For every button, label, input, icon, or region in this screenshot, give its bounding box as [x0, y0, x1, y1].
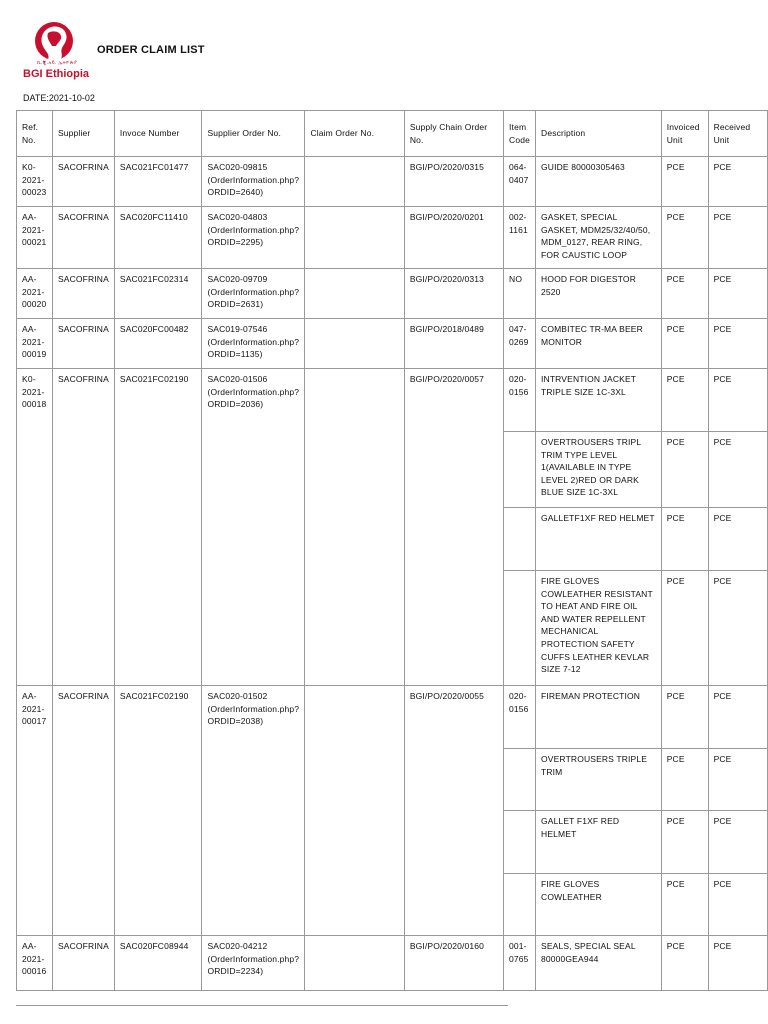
order-claim-table [16, 110, 768, 991]
invoice-number-cell: SAC021FC02314 [114, 269, 202, 319]
received-unit-cell: PCE [708, 686, 767, 749]
item-code-cell [504, 874, 536, 936]
column-header: Supplier Order No. [202, 111, 305, 157]
page-title: ORDER CLAIM LIST [97, 44, 205, 56]
received-unit-cell: PCE [708, 432, 767, 508]
claim-order-cell [305, 269, 404, 319]
supplier-cell: SACOFRINA [52, 157, 114, 207]
invoiced-unit-cell: PCE [661, 207, 708, 269]
received-unit-cell: PCE [708, 936, 767, 991]
invoiced-unit-cell: PCE [661, 319, 708, 369]
description-cell: COMBITEC TR-MA BEER MONITOR [536, 319, 662, 369]
invoice-number-cell: SAC020FC00482 [114, 319, 202, 369]
invoiced-unit-cell: PCE [661, 749, 708, 811]
received-unit-cell: PCE [708, 571, 767, 686]
supplier-cell: SACOFRINA [52, 207, 114, 269]
received-unit-cell: PCE [708, 749, 767, 811]
invoiced-unit-cell: PCE [661, 157, 708, 207]
table-row [17, 369, 768, 432]
invoice-number-cell: SAC021FC02190 [114, 686, 202, 936]
item-code-cell: NO [504, 269, 536, 319]
claim-order-cell [305, 686, 404, 936]
description-cell: GALLETF1XF RED HELMET [536, 508, 662, 571]
item-code-cell: 020- 0156 [504, 686, 536, 749]
received-unit-cell: PCE [708, 811, 767, 874]
table-bottom-border [16, 1005, 508, 1006]
description-cell: GUIDE 80000305463 [536, 157, 662, 207]
column-header: Supplier [52, 111, 114, 157]
supply-chain-order-cell: BGI/PO/2020/0160 [404, 936, 503, 991]
invoiced-unit-cell: PCE [661, 508, 708, 571]
supplier-order-cell: SAC020-01502 (OrderInformation.php? ORDID=2038) [202, 686, 305, 936]
description-cell: OVERTROUSERS TRIPL TRIM TYPE LEVEL 1(AVAILABLE IN TYPE LEVEL 2)RED OR DARK BLUE SIZE 1C-3XL [536, 432, 662, 508]
description-cell: OVERTROUSERS TRIPLE TRIM [536, 749, 662, 811]
description-cell: HOOD FOR DIGESTOR 2520 [536, 269, 662, 319]
item-code-cell: 064- 0407 [504, 157, 536, 207]
ref-cell: AA- 2021- 00020 [17, 269, 53, 319]
table-row [17, 157, 768, 207]
description-cell: FIREMAN PROTECTION [536, 686, 662, 749]
table-row [17, 319, 768, 369]
ref-cell: K0- 2021- 00018 [17, 369, 53, 686]
received-unit-cell: PCE [708, 508, 767, 571]
invoice-number-cell: SAC021FC01477 [114, 157, 202, 207]
supplier-cell: SACOFRINA [52, 319, 114, 369]
column-header: Ref. No. [17, 111, 53, 157]
supplier-cell: SACOFRINA [52, 369, 114, 686]
ref-cell: AA- 2021- 00019 [17, 319, 53, 369]
description-cell: SEALS, SPECIAL SEAL 80000GEA944 [536, 936, 662, 991]
ref-cell: AA- 2021- 00021 [17, 207, 53, 269]
ref-cell: AA- 2021- 00016 [17, 936, 53, 991]
column-header: Description [536, 111, 662, 157]
table-row [17, 207, 768, 269]
received-unit-cell: PCE [708, 269, 767, 319]
claim-order-cell [305, 207, 404, 269]
description-cell: INTRVENTION JACKET TRIPLE SIZE 1C-3XL [536, 369, 662, 432]
supply-chain-order-cell: BGI/PO/2018/0489 [404, 319, 503, 369]
received-unit-cell: PCE [708, 157, 767, 207]
table-row [17, 686, 768, 749]
item-code-cell [504, 571, 536, 686]
column-header: Invoiced Unit [661, 111, 708, 157]
invoiced-unit-cell: PCE [661, 432, 708, 508]
invoiced-unit-cell: PCE [661, 811, 708, 874]
invoiced-unit-cell: PCE [661, 269, 708, 319]
company-logo [18, 20, 90, 86]
item-code-cell [504, 508, 536, 571]
table-header-row [17, 111, 768, 157]
table-row [17, 269, 768, 319]
item-code-cell: 020- 0156 [504, 369, 536, 432]
supplier-order-cell: SAC020-04212 (OrderInformation.php? ORDID=2234) [202, 936, 305, 991]
invoice-number-cell: SAC021FC02190 [114, 369, 202, 686]
column-header: Claim Order No. [305, 111, 404, 157]
received-unit-cell: PCE [708, 207, 767, 269]
invoice-number-cell: SAC020FC08944 [114, 936, 202, 991]
item-code-cell: 047- 0269 [504, 319, 536, 369]
supplier-order-cell: SAC020-09709 (OrderInformation.php? ORDID=2631) [202, 269, 305, 319]
supply-chain-order-cell: BGI/PO/2020/0313 [404, 269, 503, 319]
invoiced-unit-cell: PCE [661, 686, 708, 749]
column-header: Invoce Number [114, 111, 202, 157]
description-cell: GALLET F1XF RED HELMET [536, 811, 662, 874]
logo-emblem-icon [18, 20, 90, 64]
claim-order-cell [305, 936, 404, 991]
supply-chain-order-cell: BGI/PO/2020/0201 [404, 207, 503, 269]
supplier-cell: SACOFRINA [52, 686, 114, 936]
claim-order-cell [305, 157, 404, 207]
claim-order-cell [305, 319, 404, 369]
supplier-order-cell: SAC019-07546 (OrderInformation.php? ORDID=1135) [202, 319, 305, 369]
supplier-order-cell: SAC020-04803 (OrderInformation.php? ORDID=2295) [202, 207, 305, 269]
supply-chain-order-cell: BGI/PO/2020/0055 [404, 686, 503, 936]
item-code-cell [504, 811, 536, 874]
supply-chain-order-cell: BGI/PO/2020/0057 [404, 369, 503, 686]
column-header: Item Code [504, 111, 536, 157]
supplier-cell: SACOFRINA [52, 936, 114, 991]
item-code-cell [504, 749, 536, 811]
supplier-order-cell: SAC020-09815 (OrderInformation.php? ORDID=2640) [202, 157, 305, 207]
invoice-number-cell: SAC020FC11410 [114, 207, 202, 269]
description-cell: FIRE GLOVES COWLEATHER [536, 874, 662, 936]
column-header: Received Unit [708, 111, 767, 157]
claim-order-cell [305, 369, 404, 686]
supply-chain-order-cell: BGI/PO/2020/0315 [404, 157, 503, 207]
logo-name: BGI Ethiopia [23, 68, 89, 80]
document-date: DATE:2021-10-02 [23, 93, 95, 103]
supplier-cell: SACOFRINA [52, 269, 114, 319]
item-code-cell [504, 432, 536, 508]
invoiced-unit-cell: PCE [661, 936, 708, 991]
received-unit-cell: PCE [708, 319, 767, 369]
invoiced-unit-cell: PCE [661, 874, 708, 936]
description-cell: GASKET, SPECIAL GASKET, MDM25/32/40/50, MDM_0127, REAR RING, FOR CAUSTIC LOOP [536, 207, 662, 269]
column-header: Supply Chain Order No. [404, 111, 503, 157]
description-cell: FIRE GLOVES COWLEATHER RESISTANT TO HEAT AND FIRE OIL AND WATER REPELLENT MECHANICAL PROTECTION SAFETY CUFFS LEATHER KEVLAR SIZE 7-12 [536, 571, 662, 686]
ref-cell: AA- 2021- 00017 [17, 686, 53, 936]
table-row [17, 936, 768, 991]
invoiced-unit-cell: PCE [661, 369, 708, 432]
received-unit-cell: PCE [708, 369, 767, 432]
invoiced-unit-cell: PCE [661, 571, 708, 686]
logo-tagline: ቢ.ጂ.አይ. ኢትዮጵያ [36, 60, 78, 66]
supplier-order-cell: SAC020-01506 (OrderInformation.php? ORDID=2036) [202, 369, 305, 686]
item-code-cell: 001- 0765 [504, 936, 536, 991]
item-code-cell: 002- 1161 [504, 207, 536, 269]
ref-cell: K0- 2021- 00023 [17, 157, 53, 207]
received-unit-cell: PCE [708, 874, 767, 936]
